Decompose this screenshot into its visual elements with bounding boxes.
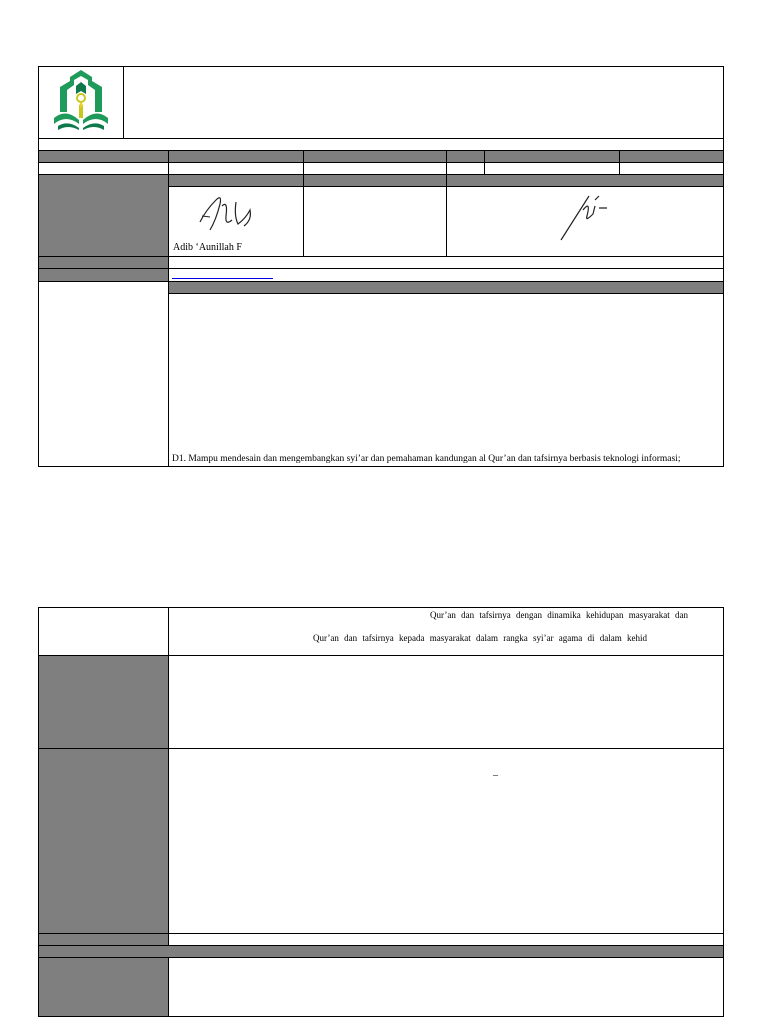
label-cell-authorization xyxy=(39,175,168,256)
label-cell xyxy=(39,934,168,945)
table-border xyxy=(168,150,169,174)
label-cell xyxy=(39,269,168,281)
table-header-row xyxy=(39,151,723,162)
table-border xyxy=(723,66,724,466)
table-border xyxy=(38,138,724,139)
description-line-1: Qur’an dan tafsirnya dengan dinamika kehidupan masyarakat dan xyxy=(430,610,688,620)
signatory-name: Adib ‘Aunillah F xyxy=(173,242,242,253)
competency-header-row xyxy=(169,282,723,293)
table-border xyxy=(38,66,724,67)
table-border xyxy=(123,66,124,138)
signature-left xyxy=(192,190,262,240)
table-border xyxy=(303,150,304,174)
handwritten-signature-icon xyxy=(555,186,615,244)
description-line-2: Qur’an dan tafsirnya kepada masyarakat dalam rangka syi’ar agama di dalam kehid xyxy=(313,633,647,643)
label-cell xyxy=(39,656,168,748)
table-border xyxy=(446,150,447,174)
label-cell xyxy=(39,958,168,1016)
table-border xyxy=(38,466,724,467)
hyperlink-underline[interactable] xyxy=(172,278,273,279)
table-border xyxy=(484,150,485,174)
competency-d1-text: D1. Mampu mendesain dan mengembangkan syi’ar dan pemahaman kandungan al Qur’an dan tafsirnya berbasis teknologi informasi; xyxy=(172,454,681,464)
table-border xyxy=(168,186,724,187)
institution-logo xyxy=(48,68,114,134)
label-cell xyxy=(39,749,168,933)
table-border xyxy=(619,150,620,174)
label-cell xyxy=(39,257,168,268)
table-border xyxy=(168,174,169,466)
handwritten-signature-icon xyxy=(192,190,262,240)
table-border xyxy=(38,607,724,608)
table-border xyxy=(38,162,724,163)
table-border xyxy=(723,607,724,1016)
signature-right xyxy=(555,186,615,244)
table-border xyxy=(168,293,724,294)
institution-logo-icon xyxy=(48,68,114,134)
table-border xyxy=(38,1016,724,1017)
section-header-row xyxy=(39,946,723,957)
dash-mark: – xyxy=(493,770,498,781)
